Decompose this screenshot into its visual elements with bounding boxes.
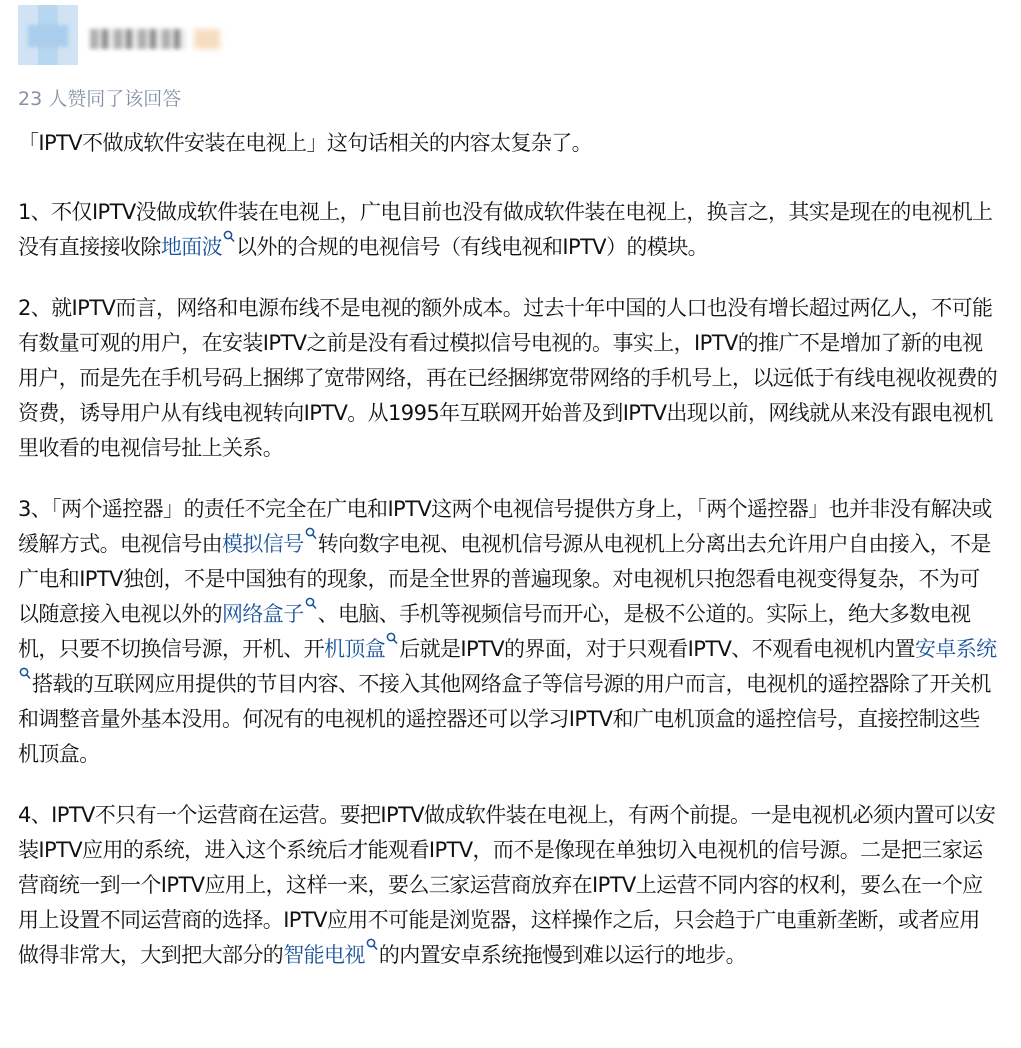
answer-text: 搭载的互联网应用提供的节目内容、不接入其他网络盒子等信号源的用户而言，电视机的遥控器除了开关机和调整音量外基本没用。何况有的电视机的遥控器还可以学习IPTV和广电机顶盒的遥控信号，直接控制这些机顶盒。 xyxy=(18,672,991,766)
answer-paragraph xyxy=(18,195,998,265)
answer-paragraph xyxy=(18,126,998,161)
answer-text: 3、「两个遥控器」的责任不完全在广电和IPTV这两个电视信号提供方身上，「两个遥控器」也并非没有解决或缓解方式。电视信号由 xyxy=(18,497,992,556)
answer-author-header xyxy=(18,5,618,65)
author-badge xyxy=(194,29,220,49)
answer-text: 以外的合规的电视信号（有线电视和IPTV）的模块。 xyxy=(236,235,709,259)
keyword-link[interactable]: 模拟信号 xyxy=(222,532,304,556)
avatar[interactable] xyxy=(18,5,78,65)
author-name[interactable] xyxy=(90,29,186,49)
answer-text: 转向数字电视、电视机信号源从电视机上分离出去允许用户自由接入，不是广电和IPTV独创，不是中国独有的现象，而是全世界的普遍现象。对电视机只抱怨看电视变得复杂，不为可以随意接入电视以外的 xyxy=(18,532,991,626)
answer-text: 1、不仅IPTV没做成软件装在电视上，广电目前也没有做成软件装在电视上，换言之，其实是现在的电视机上没有直接接收除 xyxy=(18,200,993,259)
answer-paragraph xyxy=(18,798,998,973)
answer-text: 4、IPTV不只有一个运营商在运营。要把IPTV做成软件装在电视上，有两个前提。一是电视机必须内置可以安装IPTV应用的系统，进入这个系统后才能观看IPTV，而不是像现在单独切入电视机的信号源。二是把三家运营商统一到一个IPTV应用上，这样一来，要么三家运营商放弃在IPTV上运营不同内容的权利，要么在一个应用上设置不同运营商的选择。IPTV应用不可能是浏览器，这样操作之后，只会趋于广电重新垄断，或者应用做得非常大，大到把大部分的 xyxy=(18,803,996,967)
search-icon xyxy=(305,527,317,541)
search-icon xyxy=(366,938,378,952)
answer-text: 、电脑、手机等视频信号而开心，是极不公道的。实际上，绝大多数电视机，只要不切换信号源，开机、开 xyxy=(18,602,971,661)
keyword-link[interactable]: 智能电视 xyxy=(283,943,365,967)
answer-text: 后就是IPTV的界面，对于只观看IPTV、不观看电视机内置 xyxy=(399,637,915,661)
search-icon xyxy=(386,632,398,646)
keyword-link[interactable]: 网络盒子 xyxy=(222,602,304,626)
search-icon xyxy=(19,667,31,681)
answer-text: 2、就IPTV而言，网络和电源布线不是电视的额外成本。过去十年中国的人口也没有增长超过两亿人，不可能有数量可观的用户，在安装IPTV之前是没有看过模拟信号电视的。事实上，IPTV的推广不是增加了新的电视用户，而是先在手机号码上捆绑了宽带网络，再在已经捆绑宽带网络的手机号上，以远低于有线电视收视费的资费，诱导用户从有线电视转向IPTV。从1995年互联网开始普及到IPTV出现以前，网线就从来没有跟电视机里收看的电视信号扯上关系。 xyxy=(18,296,998,460)
answer-content xyxy=(18,126,998,999)
search-icon xyxy=(223,230,235,244)
keyword-link[interactable]: 机顶盒 xyxy=(324,637,386,661)
answer-text: 的内置安卓系统拖慢到难以运行的地步。 xyxy=(378,943,747,967)
keyword-link[interactable]: 地面波 xyxy=(160,235,223,259)
answer-paragraph xyxy=(18,492,998,772)
keyword-link[interactable]: 安卓系统 xyxy=(914,637,997,661)
search-icon xyxy=(305,597,317,611)
vote-count-text: 23 人赞同了该回答 xyxy=(18,88,182,110)
answer-text: 「IPTV不做成软件安装在电视上」这句话相关的内容太复杂了。 xyxy=(18,131,593,155)
answer-paragraph xyxy=(18,291,998,466)
